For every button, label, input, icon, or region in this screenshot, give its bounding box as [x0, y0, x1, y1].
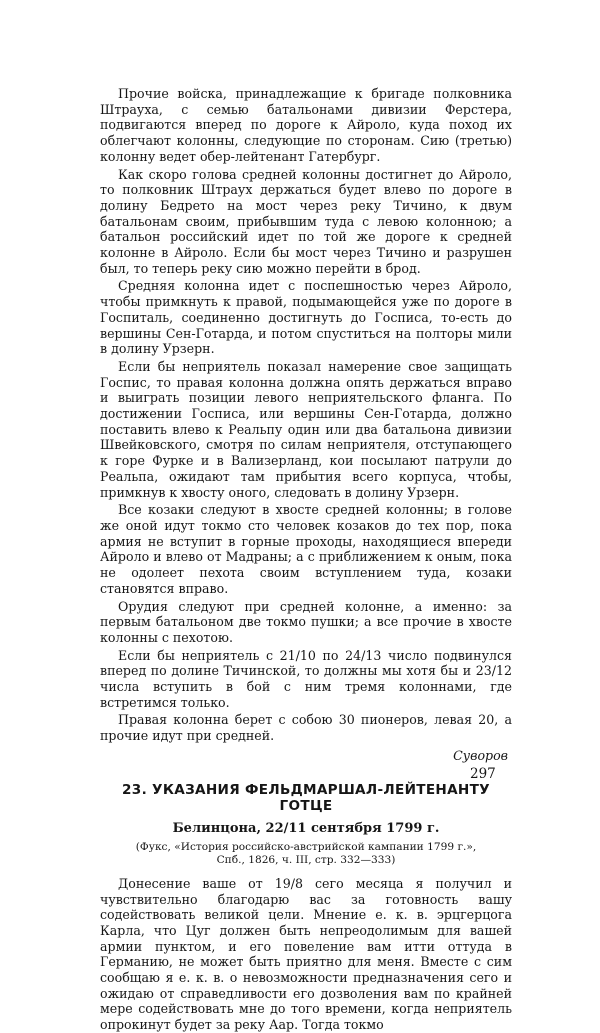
place-date: Белинцона, 22/11 сентября 1799 г. [172, 820, 440, 836]
source-line-1: (Фукс, «История российско-австрийской кампании 1799 г.», [135, 840, 477, 853]
paragraph-8: Правая колонна берет с собою 30 пионеров, левая 20, а прочие идут при средней. [100, 712, 512, 744]
signature: Суворов [453, 747, 508, 763]
paragraph-5: Все козаки следуют в хвосте средней колонны; в голове же оной идут токмо сто человек козаков до тех пор, пока армия не вступит в горные проходы, находящиеся впереди Айроло и влево от Мадраны; а с приближением к оным, пока не одолеет пехота своим вступлением туда, козаки становятся вправо. [100, 502, 512, 596]
section-heading: 23. УКАЗАНИЯ ФЕЛЬДМАРШАЛ-ЛЕЙТЕНАНТУ ГОТЦЕ [122, 781, 490, 814]
paragraph-2: Как скоро голова средней колонны достигнет до Айроло, то полковник Штраух держаться будет влево по дороге в долину Бедрето на мост через реку Тичино, к двум батальонам своим, прибывшим туда с левою колонною; а батальон российский идет по той же дороге к средней колонне в Айроло. Если бы мост через Тичино и разрушен был, то теперь реку сию можно перейти в брод. [100, 166, 512, 276]
source-citation [100, 841, 512, 867]
paragraph-1: Прочие войска, принадлежащие к бригаде полковника Штрауха, с семью батальонами дивизии Ферстера, подвигаются вперед по дороге к Айроло, куда поход их облегчают колонны, следующие по сторонам. Сию (третью) колонну ведет обер-лейтенант Гатербург. [100, 86, 512, 164]
page-number: 297 [470, 766, 496, 782]
paragraph-7: Если бы неприятель с 21/10 по 24/13 число подвинулся вперед по долине Тичинской, то должны мы хотя бы и 23/12 числа вступить в бой с ним тремя колоннами, где встретимся только. [100, 647, 512, 710]
letter-paragraph-1: Донесение ваше от 19/8 сего месяца я получил и чувствительно благодарю вас за готовность вашу содействовать великой цели. Мнение е. к. в. эрцгерцога Карла, что Цуг должен быть непреодолимым для вашей армии пунктом, и его повеление вам итти оттуда в Германию, не может быть приятно для меня. Вместе с сим сообщаю я е. к. в. о невозможности предназначения сего и ожидаю от справедливости его дозволения вам по крайней мере содействовать мне до того времени, когда неприятель опрокинут будет за реку Аар. Тогда токмо [100, 875, 512, 1033]
page-content [100, 86, 512, 1033]
source-line-2: Спб., 1826, ч. III, стр. 332—333) [216, 853, 396, 866]
paragraph-3: Средняя колонна идет с поспешностью через Айроло, чтобы примкнуть к правой, подымающейся уже по дороге в Госпиталь, соединенно достигнуть до Госписа, то-есть до вершины Сен-Готарда, и потом спуститься на полторы мили в долину Урзерн. [100, 278, 512, 357]
paragraph-6: Орудия следуют при средней колонне, а именно: за первым батальоном две токмо пушки; а все прочие в хвосте колонны с пехотою. [100, 598, 512, 645]
paragraph-4: Если бы неприятель показал намерение свое защищать Госпис, то правая колонна должна опять держаться вправо и выиграть позиции левого неприятельского фланга. По достижении Госписа, или вершины Сен-Готарда, должно поставить влево к Реальпу один или два батальона дивизии Швейковского, смотря по силам неприятеля, отступающего к горе Фурке и в Вализерланд, кои посылают патрули до Реальпа, ожидают там прибытия всего корпуса, чтобы, примкнув к хвосту оного, следовать в долину Урзерн. [100, 358, 512, 500]
